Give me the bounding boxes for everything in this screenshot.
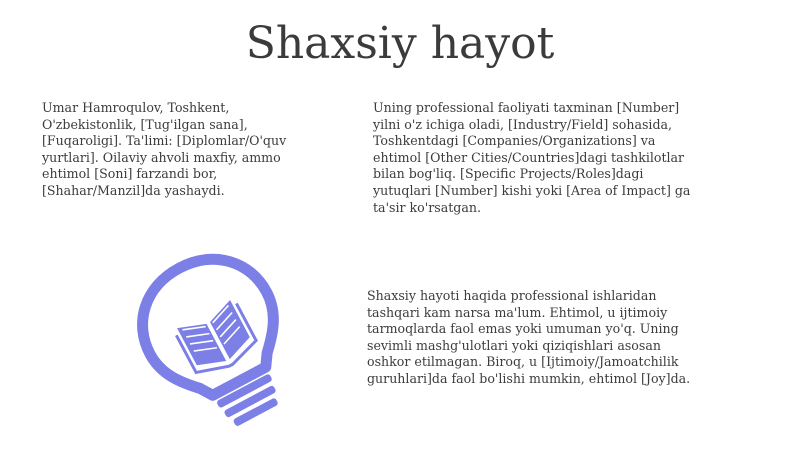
lightbulb-book-icon <box>120 250 320 440</box>
paragraph-personal-info: Umar Hamroqulov, Toshkent, O'zbekistonlik, [Tug'ilgan sana], [Fuqaroligi]. Ta'limi: [Diplomlar/O'quv yurtlari]. Oilaviy ahvoli maxfiy, ammo ehtimol [Soni] farzandi bor, [Shahar/Manzil]da yashaydi. <box>42 100 287 198</box>
paragraph-private-life: Shaxsiy hayoti haqida professional ishlaridan tashqari kam narsa ma'lum. Ehtimol, u ijtimoiy tarmoqlarda faol emas yoki umuman yo'q. Uning sevimli mashg'ulotlari yoki qiziqishlari asosan oshkor etilmagan. Biroq, u [Ijtimoiy/Jamoatchilik guruhlari]da faol bo'lishi mumkin, ehtimol [Joy]da. <box>367 288 691 386</box>
slide-title: Shaxsiy hayot <box>245 18 555 69</box>
paragraph-professional: Uning professional faoliyati taxminan [Number] yilni o'z ichiga oladi, [Industry/Field] sohasida, Toshkentdagi [Companies/Organizations] va ehtimol [Other Cities/Countries]dagi tashkilotlar bilan bog'liq. [Specific Projects/Roles]dagi yutuqlari [Number] kishi yoki [Area of Impact] ga ta'sir ko'rsatgan. <box>373 100 691 215</box>
